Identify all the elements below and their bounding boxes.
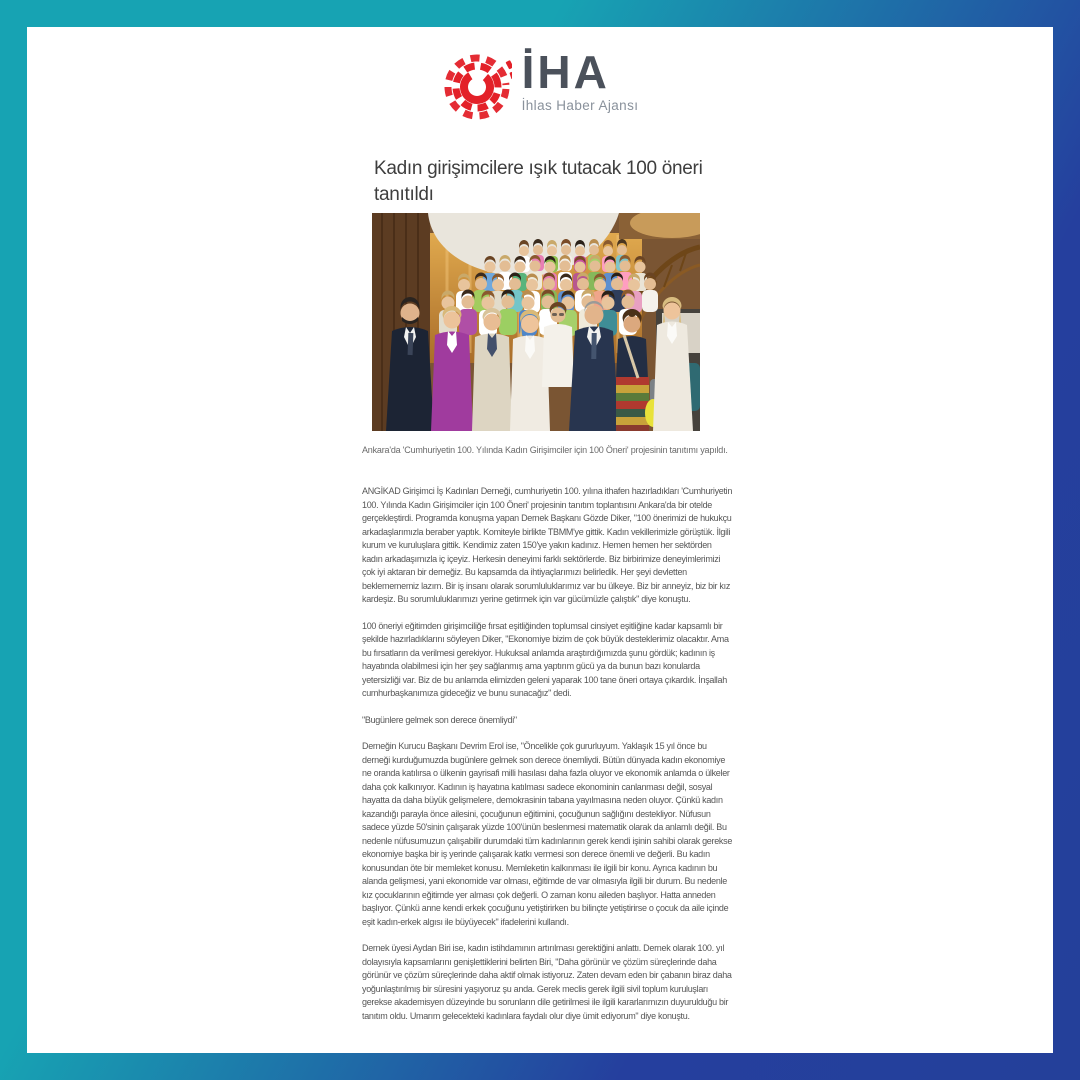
paragraph-4: Dernek üyesi Aydan Biri ise, kadın istihdamının artırılması gerektiğini anlattı. Dernek olarak 100. yıl dolayısıyla kapsamlarını genişlettiklerini belirten Biri, "Daha görünür ve çözüm süreçlerinde daha görünür ve çözüm süreçlerinde daha aktif olmak istiyoruz. Zaten devam eden bir çabanın biraz daha yoğunlaştırılmış bir süresini yaşıyoruz şu anda. Gerek meclis gerek ilgili sivil toplum kuruluşları gerekse akademisyen düzeyinde bu sorunların dile getirilmesi ile ilgili kararlarımızın duyurulduğu bir tanıtım oldu. Umarım gelecekteki kadınlara faydalı olur diye ümit ediyorum" diye konuştu.	[362, 943, 732, 1021]
iha-logo-text	[522, 47, 639, 113]
paragraph-1: ANGİKAD Girişimci İş Kadınları Derneği, cumhuriyetin 100. yılına ithafen hazırladıkları 'Cumhuriyetin 100. Yılında Kadın Girişimciler için 100 Öneri' projesinin tanıtım toplantısını Ankara'da bir otelde gerçekleştirdi. Programda konuşma yapan Dernek Başkanı Gözde Diker, "100 önerimizi de hukukçu arkadaşlarımızla beraber yaptık. Komiteyle birlikte TBMM'ye gittik. Kadın vekillerimizle görüştük. İlgili kurum ve kuruluşlara gittik. Kendimiz zaten 150'ye yakın kadınız. Hemen hemen her sektörden kadın arkadaşımızla iç içeyiz. Herkesin deneyimi farklı sektörlerde. Biz birbirimize deneyimlerimizi çok iyi aktaran bir derneğiz. Bu kapsamda da ihtiyaçlarımızı belirledik. Her şeyi devletten beklemememiz lazım. Bir iş insanı olarak sorumluluklarımız var bu ülkeye. Biz bir anneyiz, biz bir kız kardeşiz. Bu sorumluluklarımızı yerine getirmek için var gücümüzle çalıştık" diye konuştu.	[362, 486, 733, 604]
iha-logo	[27, 47, 1053, 123]
article-sheet	[27, 27, 1053, 1053]
photo-caption: Ankara'da 'Cumhuriyetin 100. Yılında Kadın Girişimciler için 100 Öneri' projesinin tanıtımı yapıldı.	[362, 445, 728, 455]
logo-tagline: İhlas Haber Ajansı	[521, 98, 639, 113]
paragraph-2: 100 öneriyi eğitimden girişimciliğe fırsat eşitliğinden toplumsal cinsiyet eşitliğine kadar kapsamlı bir şekilde hazırladıklarını söyleyen Diker, "Ekonomiye bizim de çok büyük desteklerimiz olacaktır. Ama bu fırsatların da verilmesi gerekiyor. Hukuksal anlamda araştırdığımızda şunu gördük; kadının iş hayatında olabilmesi için her şey sağlanmış ama yaptırım gücü ya da bunun bazı konularda yetersizliği var. Biz de bu anlamda elimizden geleni yaparak 100 tane öneri ortaya çıkardık. İnşallah cumhurbaşkanımıza gideceğiz ve bunu sunacağız" dedi.	[362, 620, 729, 698]
article-title: Kadın girişimcilere ışık tutacak 100 öneri tanıtıldı	[374, 158, 703, 205]
article-photo	[372, 213, 700, 431]
subheading-quote: "Bugünlere gelmek son derece önemliydi"	[362, 714, 517, 725]
iha-logo-icon	[442, 47, 512, 123]
article-photo-scene	[372, 213, 700, 431]
article-body	[362, 485, 734, 1036]
paragraph-3: Derneğin Kurucu Başkanı Devrim Erol ise, "Öncelikle çok gururluyum. Yaklaşık 15 yıl önce bu derneği kurduğumuzda bugünlere gelmek son derece önemliydi. Bütün dünyada kadın ekonomiye ne oranda katılırsa o ülkenin gayrisafi milli hasılası daha fazla oluyor ve ekonomik anlamda o ülkeler daha çok kalkınıyor. Kadının iş hayatına katılması sadece ekonominin canlanması değil, sosyal hayatta da daha büyük gelişmelere, demokrasinin tabana yayılmasına neden oluyor. Çünkü kadın kazandığı parayla önce ailesini, çocuğunun eğitimini, çocuğunun sağlığını destekliyor. Nüfusun sadece yüzde 50'sinin çalışarak yüzde 100'ünün beslenmesi matematik olarak da anlamlı değil. Bu nedenle nüfusumuzun çalışabilir durumdaki tüm kadınlarının gerek kendi işinin sahibi olarak gerekse ekonomiye başka bir iş yerinde çalışarak katkı vermesi son derece önemli ve değerli. Bu kadın konusundan öte bir memleket konusu. Memleketin kalkınması ile ilgili bir konu. Ayrıca kadının bu alanda gelişmesi, yani ekonomide var olması, eğitimde de var olmasıyla ilgili bir durum. Bu nedenle kız çocuklarının eğitimde yer alması çok değerli. O zaman konu aileden başlıyor. Hatta anneden başlıyor. Çünkü anne kendi erkek çocuğunu yetiştirirken bu bilinçte yetiştirirse o çocuk da aile içinde eşit kadın-erkek algısı ile büyüyecek" ifadelerini kullandı.	[362, 741, 733, 927]
logo-brand-text: İHA	[521, 46, 610, 98]
